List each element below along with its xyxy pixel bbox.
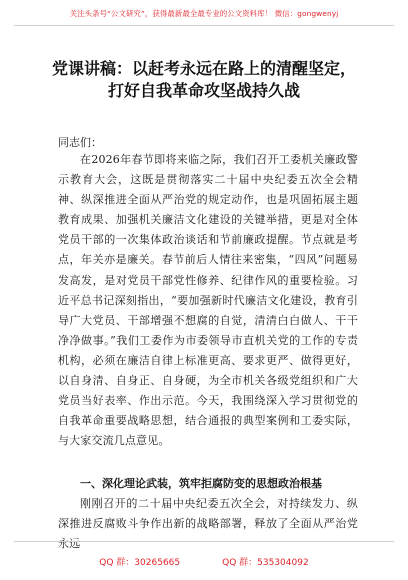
body-paragraph: 刚刚召开的二十届中央纪委五次全会，对持续发力、纵深推进反腐败斗争作出新的战略部署，释放了全面从严治党永远: [58, 497, 358, 551]
salutation: 同志们：: [58, 136, 102, 149]
title-line-1: 党课讲稿：以赶考永远在路上的清醒坚定，: [51, 59, 356, 78]
top-divider: [14, 25, 394, 26]
document-title: [20, 58, 388, 102]
top-banner: [0, 0, 408, 26]
section-heading: 一、深化理论武装，筑牢拒腐防变的思想政治根基: [80, 477, 322, 490]
body-paragraph: 在2026年春节即将来临之际，我们召开工委机关廉政警示教育大会，这既是贯彻落实二十届中央纪委五次全会精神、纵深推进全面从严治党的规定动作，也是巩固拓展主题教育成果、加强机关廉洁文化建设的关键举措，更是对全体党员干部的一次集体政治谈话和节前廉政提醒。节点就是考点，年关亦是廉关。春节前后人情往来密集，“四风”问题易发高发，是对党员干部党性修养、纪律作风的重要检验。习近平总书记深刻指出，“要加强新时代廉洁文化建设，教育引导广大党员、干部增强不想腐的自觉，清清白白做人、干干净净做事。”我们工委作为市委领导市直机关党的工作的专责机构，必须在廉洁自律上标准更高、要求更严、做得更好，以自身清、自身正、自身硬，为全市机关各级党组织和广大党员当好表率、作出示范。今天，我围绕深入学习贯彻党的自我革命重要战略思想，结合通报的典型案例和工委实际，与大家交流几点意见。: [58, 153, 358, 448]
footer-qq-group-2: QQ 群：535304092: [222, 557, 309, 568]
footer: [0, 542, 408, 580]
footer-qq-group-1: QQ 群：30265665: [99, 557, 181, 568]
banner-text: 关注头条号“公文研究”，获得最新最全最专业的公文资料库！ 微信：gongwenyj: [69, 8, 339, 18]
title-line-2: 打好自我革命攻坚战持久战: [107, 81, 300, 100]
